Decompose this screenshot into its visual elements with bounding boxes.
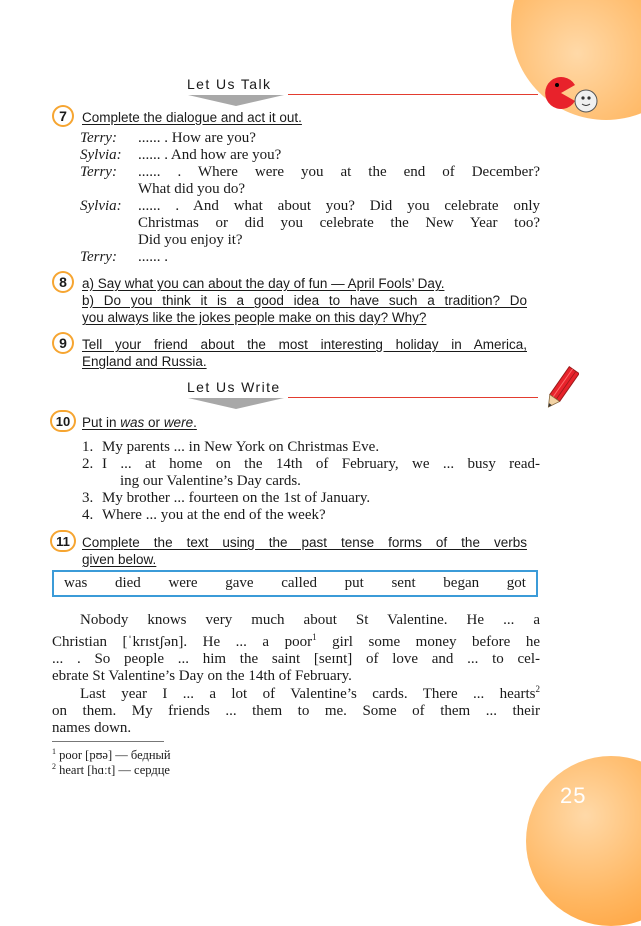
text-paragraph-2: Last year I ... a lot of Valentine’s cards. There ... hearts$^2$ on them. My friends ... them to me. Some of them ... their names down. bbox=[52, 684, 540, 736]
section-rule bbox=[288, 94, 538, 95]
exercise-number-badge: 9 bbox=[52, 332, 74, 354]
exercise-11-line: Complete the text using the past tense forms of the verbs bbox=[82, 535, 527, 550]
exercise-number-badge: 7 bbox=[52, 105, 74, 127]
exercise-10-list bbox=[82, 439, 540, 524]
dialogue-text: ...... . How are you? bbox=[138, 130, 256, 146]
word: put bbox=[344, 575, 364, 591]
exercise-8-line: a) Say what you can about the day of fun — April Fools’ Day. bbox=[82, 276, 445, 291]
word: sent bbox=[391, 575, 416, 591]
dialogue-line: Terry: bbox=[80, 164, 117, 180]
exercise-11-line: given below. bbox=[82, 552, 157, 567]
pencil-icon bbox=[543, 364, 579, 414]
exercise-8-line: you always like the jokes people make on this day? Why? bbox=[82, 310, 427, 325]
word: began bbox=[443, 575, 480, 591]
list-item-cont: ing our Valentine’s Day cards. bbox=[120, 473, 301, 489]
list-item: 4. Where ... you at the end of the week? bbox=[82, 507, 326, 523]
word: were bbox=[168, 575, 198, 591]
section-marker bbox=[188, 95, 284, 106]
dialogue-line: Sylvia: bbox=[80, 198, 122, 214]
exercise-number-badge: 11 bbox=[50, 530, 76, 552]
dialogue-line: Sylvia: bbox=[80, 147, 122, 163]
exercise-number-badge: 8 bbox=[52, 271, 74, 293]
word-box bbox=[52, 570, 538, 597]
word: called bbox=[281, 575, 318, 591]
footnote: $^2$ heart [hɑːt] — сердце bbox=[52, 762, 170, 778]
word: was bbox=[64, 575, 88, 591]
dialogue-text: ...... . bbox=[138, 249, 168, 265]
footnote: $^1$ poor [pʊə] — бедный bbox=[52, 747, 171, 763]
dialogue-text: Did you enjoy it? bbox=[138, 232, 243, 248]
corner-decoration-bottom bbox=[526, 756, 641, 926]
pacman-icon bbox=[541, 73, 601, 117]
exercise-10-instruction: Put in was or were. bbox=[82, 415, 197, 430]
word: gave bbox=[225, 575, 254, 591]
footnote-rule bbox=[52, 741, 164, 742]
dialogue-line: Terry: bbox=[80, 249, 117, 265]
list-item: 1. My parents ... in New York on Christmas Eve. bbox=[82, 439, 380, 455]
dialogue-text: ...... . And what about you? Did you celebrate only bbox=[138, 198, 540, 214]
exercise-number-badge: 10 bbox=[50, 410, 76, 432]
page-number: 25 bbox=[560, 783, 587, 808]
word: died bbox=[114, 575, 141, 591]
section-marker bbox=[188, 398, 284, 409]
exercise-8-line: b) Do you think it is a good idea to have such a tradition? Do bbox=[82, 293, 527, 308]
section-title-write: Let Us Write bbox=[187, 379, 281, 395]
list-item: 3. My brother ... fourteen on the 1st of January. bbox=[82, 490, 371, 506]
exercise-9-line: Tell your friend about the most interesting holiday in America, bbox=[82, 337, 527, 352]
dialogue-text: ...... . Where were you at the end of December? bbox=[138, 164, 540, 180]
section-rule bbox=[288, 397, 538, 398]
exercise-9-line: England and Russia. bbox=[82, 354, 207, 369]
exercise-7-instruction: Complete the dialogue and act it out. bbox=[82, 110, 302, 125]
word: got bbox=[506, 575, 526, 591]
dialogue-line: Terry: bbox=[80, 130, 117, 146]
dialogue-text: ...... . And how are you? bbox=[138, 147, 282, 163]
section-title-talk: Let Us Talk bbox=[187, 76, 272, 92]
text-paragraph-1: Nobody knows very much about St Valentine. He ... a Christian [ˈkrɪstʃən]. He ... a poor$^1$ girl some money before he ... . So people ... him the saint [seɪnt] of love and ... to cel- ebrate St Valentine’s Day on the 14th of February. bbox=[52, 612, 541, 684]
dialogue-text: Christmas or did you celebrate the New Year too? bbox=[138, 215, 540, 231]
list-item: 2. I ... at home on the 14th of February, we ... busy read- bbox=[82, 456, 540, 472]
dialogue-text: What did you do? bbox=[138, 181, 246, 197]
